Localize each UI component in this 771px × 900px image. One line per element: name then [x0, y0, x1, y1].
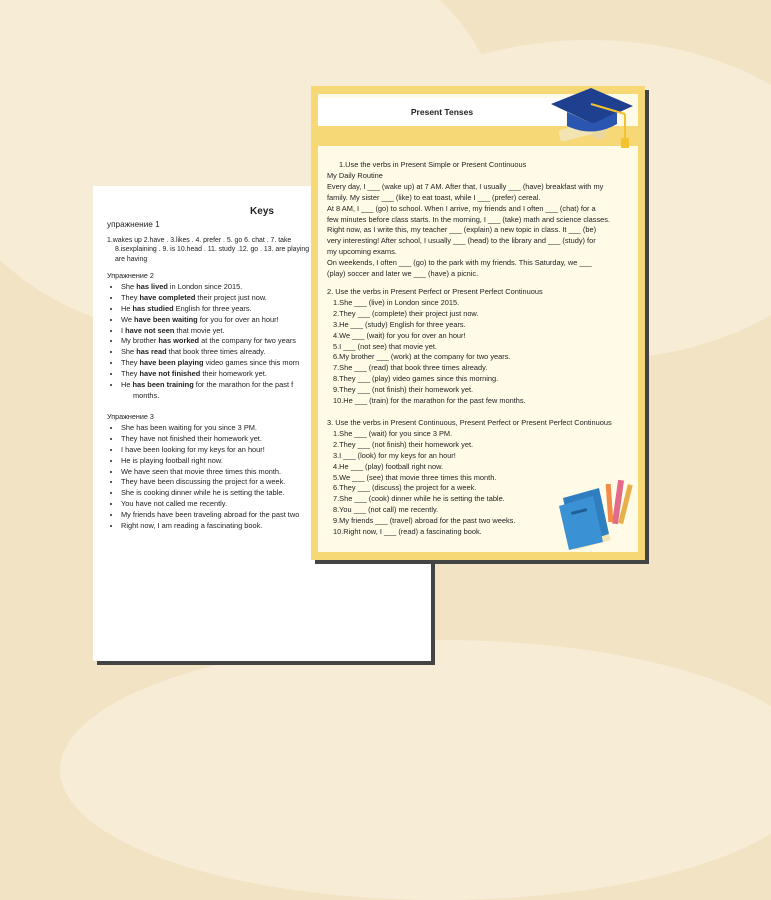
- text-line: my upcoming exams.: [327, 247, 397, 257]
- answer-item: • We have seen that movie three times this month.: [121, 467, 425, 478]
- exercise-item: 8.You ___ (not call) me recently.: [333, 505, 439, 515]
- exercise-item: 4.We ___ (wait) for you for over an hour!: [333, 330, 466, 340]
- exercise-item: 3.He ___ (study) English for three years.: [333, 319, 466, 329]
- answer-item: • She is cooking dinner while he is setting the table.: [121, 488, 425, 499]
- answer-text: We: [121, 314, 135, 324]
- answer-text: that movie yet.: [174, 325, 225, 335]
- exercise-item: 1.She ___ (wait) for you since 3 PM.: [333, 428, 453, 438]
- answer-text: at the company for two years: [199, 336, 297, 346]
- exercise-item: 9.They ___ (not finish) their homework yet.: [333, 385, 474, 395]
- exercise-item: 8.They ___ (play) video games since this morning.: [333, 374, 499, 384]
- worksheet-title: Present Tenses: [410, 107, 474, 117]
- answer-text: She: [121, 281, 137, 291]
- answer-continuation: months.: [133, 390, 160, 400]
- answer-verb: have been waiting: [134, 314, 198, 324]
- worksheet-page: [311, 86, 645, 560]
- answer-verb: have not finished: [139, 369, 201, 379]
- exercise-item: 6.My brother ___ (work) at the company for two years.: [333, 352, 511, 362]
- answer-verb: has lived: [136, 281, 168, 291]
- answer-item: • They have been discussing the project for a week.: [121, 477, 425, 488]
- answer-line: 8.isexplaining . 9. is 10.head . 11. study .12. go . 13. are playing: [115, 246, 310, 254]
- answer-text: She: [121, 347, 137, 357]
- answer-text: He: [121, 380, 133, 390]
- exercise-heading: 3. Use the verbs in Present Continuous, Present Perfect or Present Perfect Continuous: [327, 418, 612, 427]
- exercise-item: 1.She ___ (live) in London since 2015.: [333, 297, 460, 307]
- text-line: At 8 AM, I ___ (go) to school. When I arrive, my friends and I often ___ (chat) for a: [327, 203, 596, 213]
- answer-text: I: [121, 325, 126, 335]
- answer-item: • Right now, I am reading a fascinating book.: [121, 521, 425, 532]
- exercise-item: 9.My friends ___ (travel) abroad for the past two weeks.: [333, 516, 516, 526]
- section-heading: Упражнение 2: [107, 271, 154, 280]
- text-line: family. My sister ___ (like) to eat toast, while I ___ (prefer) cereal.: [327, 192, 541, 202]
- answer-text: that book three times already.: [166, 347, 266, 357]
- exercise-1: [327, 160, 610, 280]
- answer-text: He: [121, 303, 133, 313]
- answer-text: They: [121, 358, 140, 368]
- keys-title: Keys: [250, 206, 274, 217]
- exercise-item: 10.He ___ (train) for the marathon for the past few months.: [333, 396, 526, 406]
- answer-line: are having: [115, 255, 148, 263]
- answer-item: • She has been waiting for you since 3 PM.: [121, 423, 425, 434]
- text-line: On weekends, I often ___ (go) to the park with my friends. This Saturday, we ___: [327, 258, 592, 268]
- exercise-item: 5.We ___ (see) that movie three times this month.: [333, 472, 497, 482]
- answer-text: video games since this morn: [203, 358, 300, 368]
- exercise-item: 2.They ___ (not finish) their homework yet.: [333, 439, 474, 449]
- exercise-item: 6.They ___ (discuss) the project for a week.: [333, 483, 477, 493]
- exercise-item: 10.Right now, I ___ (read) a fascinating book.: [333, 527, 482, 537]
- answer-verb: has read: [136, 347, 167, 357]
- answer-verb: has worked: [158, 336, 200, 346]
- answer-text: English for three years.: [173, 303, 252, 313]
- answer-text: their homework yet.: [200, 369, 267, 379]
- text-line: very interesting! After school, I usually ___ (head) to the library and ___ (study) for: [327, 236, 596, 246]
- books-icon: [557, 478, 637, 550]
- text-line: Right now, as I write this, my teacher ___ (explain) a new topic in class. It ___ (be): [327, 225, 597, 235]
- exercise-2: [327, 287, 543, 407]
- answer-text: their project just now.: [195, 292, 267, 302]
- answer-verb: has studied: [132, 303, 174, 313]
- answer-text: They: [121, 292, 140, 302]
- exercise-item: 7.She ___ (cook) dinner while he is setting the table.: [333, 494, 505, 504]
- answer-text: in London since 2015.: [167, 281, 243, 291]
- answer-item: • My friends have been traveling abroad for the past two: [121, 510, 425, 521]
- answer-verb: has been training: [132, 380, 194, 390]
- title-bar: [318, 98, 566, 126]
- section-heading: упражнение 1: [107, 220, 160, 229]
- text-line: Every day, I ___ (wake up) at 7 AM. After that, I usually ___ (have) breakfast with my: [327, 181, 604, 191]
- answer-item: • They have not finished their homework yet.: [121, 434, 425, 445]
- background-shape: [60, 640, 771, 900]
- exercise-item: 4.He ___ (play) football right now.: [333, 461, 444, 471]
- exercise-1-text: [327, 182, 610, 280]
- text-line: few minutes before class starts. In the morning, I ___ (take) math and science classes.: [327, 214, 611, 224]
- exercise-subtitle: My Daily Routine: [327, 170, 383, 180]
- exercise-item: 5.I ___ (not see) that movie yet.: [333, 341, 437, 351]
- answer-text: for the marathon for the past f: [193, 380, 294, 390]
- exercise-item: 7.She ___ (read) that book three times already.: [333, 363, 488, 373]
- answer-verb: have completed: [139, 292, 196, 302]
- answer-text: for you for over an hour!: [197, 314, 279, 324]
- answer-text: They: [121, 369, 140, 379]
- answer-verb: have been playing: [139, 358, 204, 368]
- answer-text: My brother: [121, 336, 159, 346]
- answer-verb: have not seen: [125, 325, 175, 335]
- exercise-heading: 1.Use the verbs in Present Simple or Present Continuous: [339, 160, 527, 169]
- section-heading: Упражнение 3: [107, 412, 154, 421]
- text-line: (play) soccer and later we ___ (have) a picnic.: [327, 269, 479, 279]
- answer-item: • You have not called me recently.: [121, 499, 425, 510]
- exercise-heading: 2. Use the verbs in Present Perfect or Present Perfect Continuous: [327, 287, 543, 296]
- exercise-2-list: [327, 298, 543, 407]
- exercise-item: 3.I ___ (look) for my keys for an hour!: [333, 450, 456, 460]
- answer-item: • He is playing football right now.: [121, 456, 425, 467]
- answer-item: • I have been looking for my keys for an hour!: [121, 445, 425, 456]
- graduation-cap-icon: [547, 86, 637, 164]
- exercise-item: 2.They ___ (complete) their project just now.: [333, 308, 479, 318]
- answer-line: 1.wakes up 2.have . 3.likes . 4. prefer . 5. go 6. chat . 7. take: [107, 237, 292, 244]
